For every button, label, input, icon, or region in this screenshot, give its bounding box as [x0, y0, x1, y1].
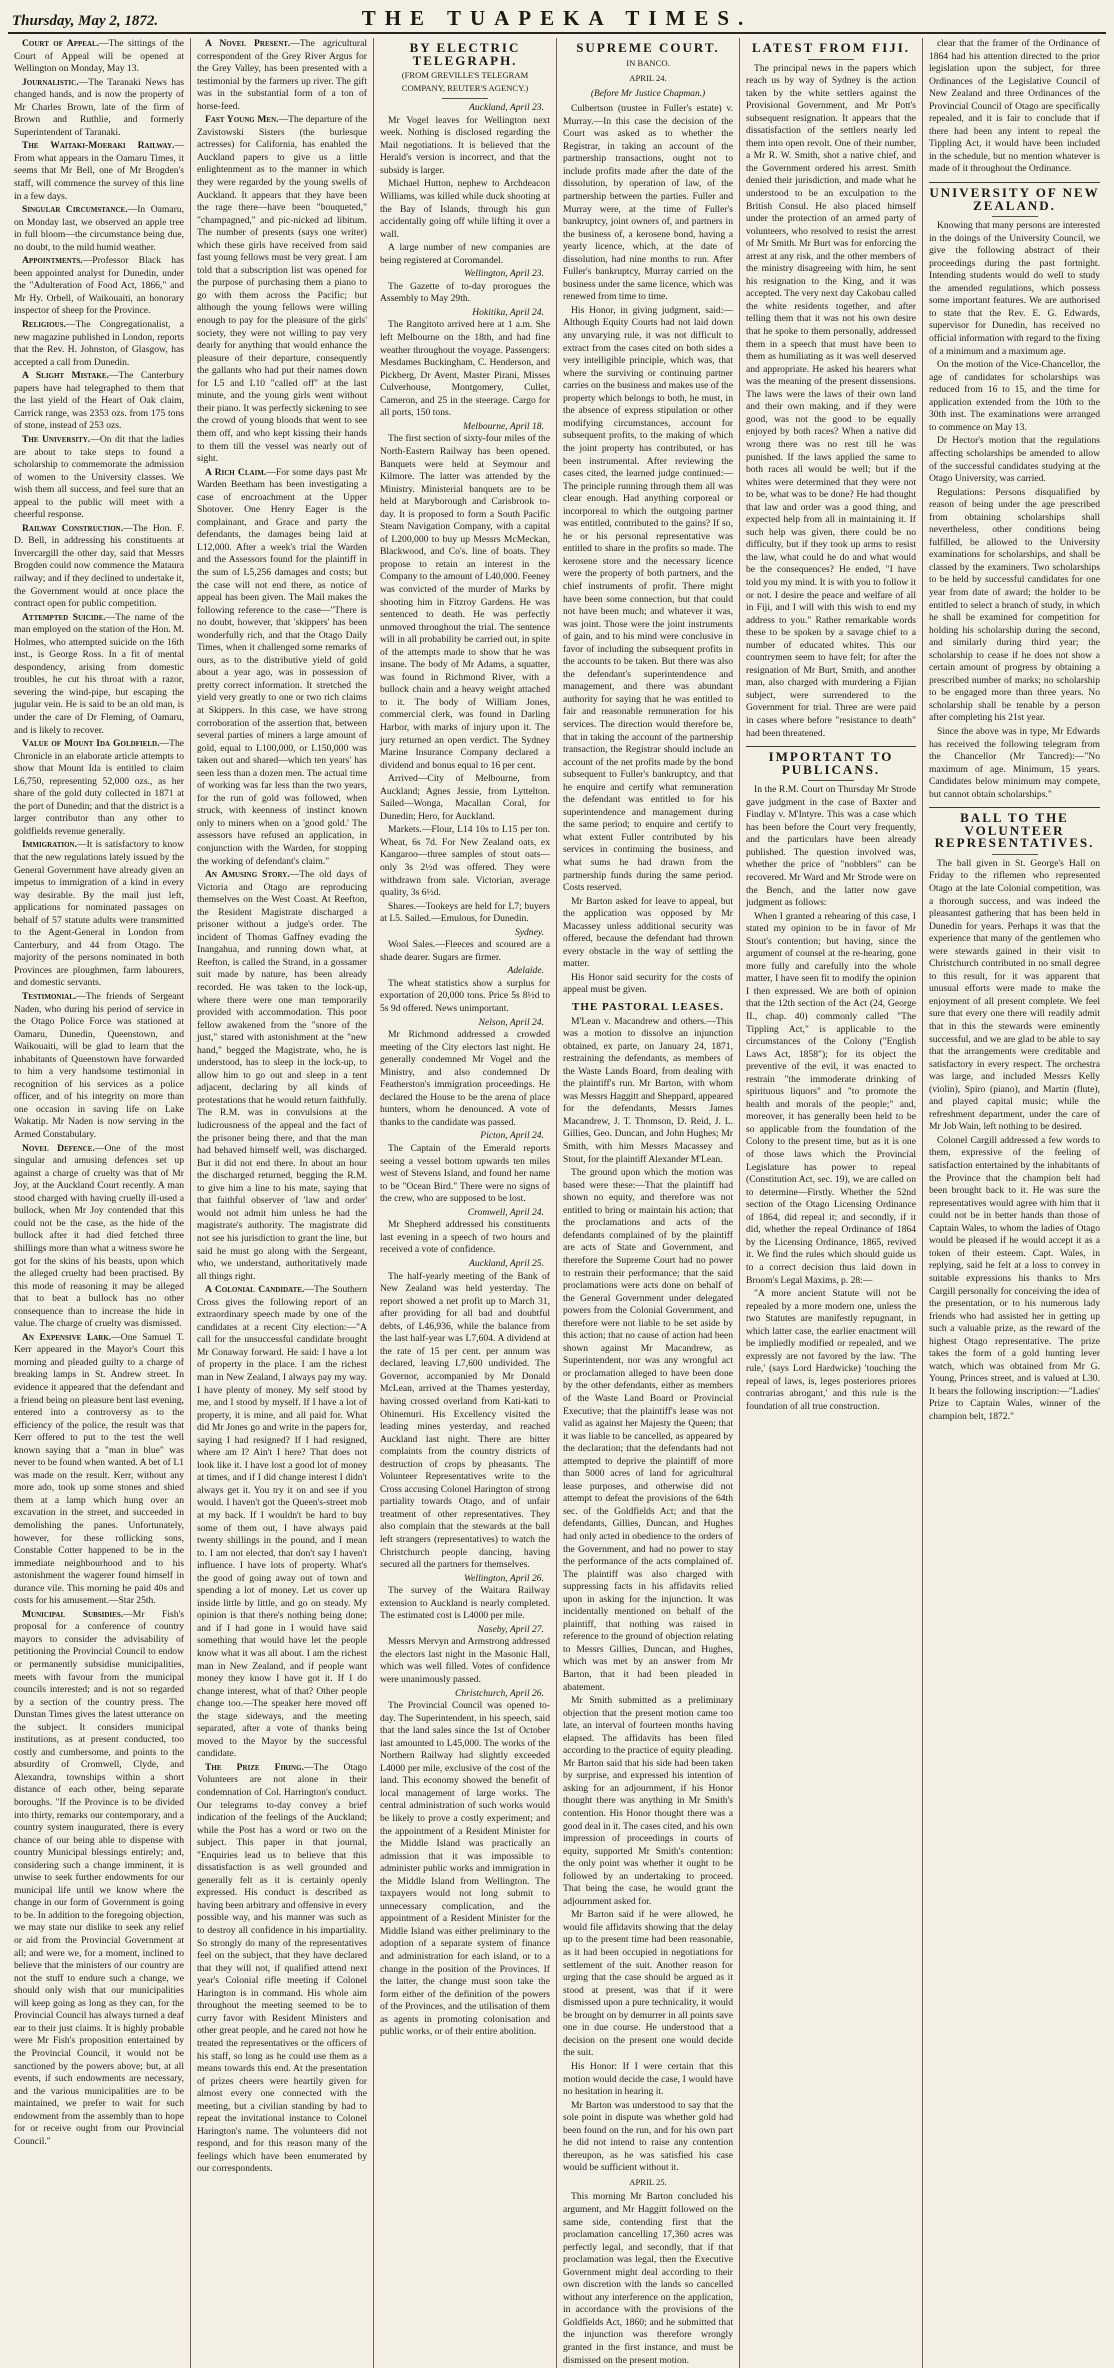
article-lead: An Amusing Story. — [205, 869, 290, 881]
column-5 — [740, 38, 923, 2368]
article-paragraph — [14, 204, 184, 254]
section-date: APRIL 25. — [629, 2176, 667, 2187]
article-paragraph — [14, 612, 184, 737]
article-paragraph — [14, 38, 184, 76]
article-lead: Novel Defence. — [22, 1142, 95, 1154]
article-text: His Honor said security for the costs of appeal must be given. — [563, 971, 733, 996]
article-text: The ball given in St. George's Hall on Friday to the riflemen who represented Otago at the late Colonial competition, was a thorough success, and was indeed the pleasantest gathering that has been held in Dunedin for years. Perhaps it was that the experience that many of the gentlemen who were stewards gained in their visit to Christchurch contributed in no small degree to this result, for it was apparent that unusual efforts were made to make the enjoyment of all present complete. We feel sure that every one there will readily admit that in this the stewards were eminently successful, and we are glad to be able to say that the arrangements were creditable and satisfactory in every respect. The orchestra was large, and included Messrs Kelly (violin), Spiro (piano), and Martin (flute), and played capital music; while the refreshment department, under the care of Mr Job Wain, left nothing to be desired. — [929, 857, 1100, 1133]
article-text: —The Chronicle in an elaborate article attempts to show that Mount Ida is entitled to claim L6,750, representing 52,000 ozs., as her share of the gold duty collected in 1871 at the port of Dunedin; and that the district is a larger contributor than any other to goldfields revenue generally. — [14, 738, 184, 837]
divider — [808, 780, 854, 781]
court-bench: (Before Mr Justice Chapman.) — [590, 88, 706, 99]
article-paragraph — [14, 140, 184, 203]
article-text: Mr Barton asked for leave to appeal, but the application was opposed by Mr Macassey unless additional security was offered, because the defendant had thrown every obstacle in the way of settling the matter. — [563, 895, 733, 970]
article-lead: Municipal Subsidies. — [22, 1608, 124, 1620]
article-lead: Railway Construction. — [22, 522, 124, 534]
article-paragraph — [929, 359, 1100, 434]
article-lead: The Prize Firing. — [205, 1761, 304, 1773]
article-paragraph — [14, 738, 184, 838]
issue-date: Thursday, May 2, 1872. — [12, 13, 159, 29]
article-paragraph — [929, 858, 1100, 1134]
article-lead: A Colonial Candidate. — [205, 1284, 305, 1296]
article-paragraph — [14, 370, 184, 433]
article-paragraph — [929, 726, 1100, 801]
article-paragraph — [929, 487, 1100, 725]
ball-heading: BALL TO THE VOLUNTEER REPRESENTATIVES. — [934, 810, 1095, 851]
article-text: When I granted a rehearing of this case, I stated my opinion to be in favor of Mr Stout's contention; but having, since the argument of counsel at the re-hearing, gone more fully and carefully into the whole matter, I have seen fit to modify the opinion I then expressed. We are both of opinion that the 12th section of the Act (24, George II., chap. 40) commonly called "The Tippling Act," is applicable to the circumstances of the Colony ("English Laws Act, 1858"); for its object the preventive of the evil, it was enacted to restrain "the immoderate drinking of spirituous liquors" and "to promote the health and morals of the people;" and, moreover, it has generally been held to be so applicable from the foundation of the Colony to the present time, but as it is one of those laws which the Provincial Legislature has power to repeal (Constitution Act, sec. 19), we are called on to determine—Firstly. Whether the 52nd section of the Otago Licensing Ordinance of 1864, did repeal it; and secondly, if it did, whether the repeal Ordinance of 1864 by the Licensing Ordinance, 1865, revived it. We find the rules which should guide us to a correct decision thus laid down in Broom's Legal Maxims, p. 28:— — [746, 910, 916, 1286]
article-text: —It is satisfactory to know that the new regulations lately issued by the General Government have already given an impetus to immigration of a kind in every way desirable. By the mail just left, applications for nominated passages on behalf of 57 statute adults were transmitted to the Agent-General in London from Canterbury, and 44 from Otago. The majority of the persons nominated in both Provinces are ploughmen, farm labourers, and domestic servants. — [14, 839, 184, 989]
court-heading: SUPREME COURT. — [576, 40, 720, 55]
article-text: —In Oamaru, on Monday last, we observed an apple tree in full bloom—the circumstance being due, no doubt, to the mild humid weather. — [14, 204, 184, 253]
article-text: His Honor: If I were certain that this motion would decide the case, I would have no hesitation in hearing it. — [563, 2060, 733, 2098]
article-text: —The name of the man employed on the station of the Hon. M. Holmes, who attempted suicide on the 16th inst., is George Ross. In a fit of mental despondency, arising from domestic troubles, he cut his throat with a razor, severing the wind-pipe, but escaping the jugular vein. He is said to be an old man, is under the care of Dr Fleming, of Oamaru, and is likely to recover. — [14, 611, 184, 736]
article-paragraph — [929, 435, 1100, 485]
article-text: —The sittings of the Court of Appeal will be opened at Wellington on Monday, May 13. — [14, 38, 184, 75]
telegraph-source: (FROM GREVILLE'S TELEGRAM COMPANY, REUTER'S AGENCY.) — [401, 70, 529, 93]
article-text: —On dit that the ladies are about to take steps to found a scholarship to commemorate the admission of women to the University classes. We wish them all success, and feel sure that an appeal to the public will meet with a cheerful response. — [14, 433, 185, 521]
article-lead: Religious. — [22, 319, 66, 331]
article-lead: Value of Mount Ida Goldfield. — [22, 738, 160, 750]
article-text: Since the above was in type, Mr Edwards has received the following telegram from the Chancellor (Mr Tancred):—"No maximum of age. Minimum, 15 years. Candidates below minimum may compete, but cannot obtain scholarships." — [929, 725, 1100, 800]
article-paragraph — [197, 1762, 367, 2176]
article-lead: Immigration. — [22, 839, 77, 851]
article-lead: A Novel Present. — [205, 38, 291, 49]
dispatch-text: Mr Shepherd addressed his constituents last evening in a speech of two hours and received a vote of confidence. — [380, 1219, 550, 1256]
article-paragraph — [563, 305, 733, 895]
article-text: "A more ancient Statute will not be repealed by a more modern one, unless the two Statutes are manifestly repugnant, in which latter case, the earlier enactment will be impliedly modified or repealed, and we expressly are not favored by the law. 'The rule,' (says Lord Hardwicke) 'touching the repeal of laws, is, leges posteriores priores contrarias abrogant,' and this rule is the foundation of all true construction. — [746, 1288, 916, 1412]
section-divider — [929, 182, 1100, 183]
article-paragraph — [929, 38, 1100, 176]
column-2 — [191, 38, 374, 2368]
article-lead: Appointments. — [22, 255, 83, 267]
article-text: Mr Barton said if he were allowed, he would file affidavits showing that the delay up to the present time had been reasonable, as it had been occupied in negotiations for settlement of the suit. Another reason for urging that the case should be argued as it stood at present, was that if it were dismissed upon a pure technicality, it would be brought on by demurrer in all points save one in due course. He understood that a decision on the present one would decide the suit. — [563, 1909, 733, 2059]
article-paragraph — [563, 1909, 733, 2060]
article-lead: Singular Circumstance. — [22, 204, 128, 216]
article-paragraph — [746, 784, 916, 909]
article-text: The principal news in the papers which reach us by way of Sydney is the action taken by the white settlers against the Provisional Government, and Mr Pott's subsequent resignation. It appears that the dissatisfaction of the settlers nearly led them into open revolt. One of their number, a Mr R. W. Smith, shot a native chief, and the Government ordered his arrest. Smith denied their jurisdiction, and made what he understood to be an exculpation to the British Consul. He also placed himself under the protection of an armed party of volunteers, who resolved to resist the arrest of Mr Smith. Mr Burt was for enforcing the arrest at any risk, and the other members of the ministry disagreeing with him, he sent his resignation to the King, and it was accepted. The very next day Cakobau called the white residents together, and after telling them that it was not his own desire that he spoke to them personally, addressed them in a speech that must have been to them as humiliating as it was well deserved and appropriate. He asked his hearers what was the meaning of the present dissensions. The laws were the laws of their own land and their own making, and if they were good, was not the good to be equally enjoyed by both races? When a native did wrong there was no rest till he was punished. If the laws applied the same to both races all would be well; but if the whites were determined that they were not to be, what was to be done? He had thought that law and order was a good thing, and expected help from all in maintaining it. If such help was given, there could be no difficulty, but if they took up arms to resist the law, what could he do and what would be the consequences? He ended, "I have told you my mind. It is with you to follow it or not. I desire the peace and welfare of all in Fiji, and I will with this wish to end my address to you." Rather remarkable words these to be spoken by a savage chief to a number of educated whites. This our countrymen seem to have felt; for after the resignation of Mr Burt, Smith, and another man, also charged with murdering a Fijian subject, were surrendered to the Government for trial. Three are were paid in cases where before "resistance to death" had been threatened. — [746, 62, 916, 739]
dispatch-dateline: Picton, April 24. — [480, 1130, 544, 1142]
article-text: On the motion of the Vice-Chancellor, the age of candidates for scholarships was reduced from 16 to 15, and the time for application extended from the 10th to the 30th inst. The examinations were arranged to commence on May 13. — [929, 359, 1100, 433]
divider — [808, 59, 854, 60]
article-paragraph — [563, 2061, 733, 2099]
article-text: This morning Mr Barton concluded his argument, and Mr Haggitt followed on the same side, contending first that the proclamation cancelling 17,360 acres was perfectly legal, and secondly, that if that proclamation was legal, then the Executive Government might deal according to their own discretion with the lands so cancelled without any interference on the application, in accordance with the provisions of the Goldfields Act, 1860; and he submitted that the injunction was therefore wrongly granted in the first instance, and must be dismissed on the present motion. — [563, 2191, 733, 2366]
dispatch-dateline: Auckland, April 25. — [469, 1257, 544, 1269]
article-paragraph — [929, 1135, 1100, 1424]
dispatch-dateline: Naseby, April 27. — [477, 1623, 544, 1635]
article-text: —The Taranaki News has changed hands, and is now the property of Mr Charles Brown, late of the firm of Brown and Ruthlie, and formerly Superintendent of Taranaki. — [14, 76, 184, 138]
article-paragraph — [563, 1016, 733, 1167]
article-text: M'Lean v. Macandrew and others.—This was a motion to dissolve an injunction obtained, ex parte, on January 24, 1871, restraining the defendants, as members of the Waste Lands Board, from dealing with the plaintiff's run. Mr Barton, with whom was Messrs Haggitt and Sheppard, appeared for the defendants, Messrs James Macandrew, J. T. Thomson, D. Reid, J. L. Gillies, Geo. Duncan, and John Hughes; Mr Smith, with him Messrs Macassey and Stout, for the plaintiff Alexander M'Lean. — [563, 1015, 733, 1165]
article-text: Culbertson (trustee in Fuller's estate) v. Murray.—In this case the decision of the Court was asked as to whether the Registrar, in taking an account of the partnership transactions, ought not to include profits made after the date of the dissolution, by operation of law, of the partnership between the parties. Fuller and Murray were, at the time of Fuller's bankruptcy, joint owners of, and partners in the business of, a kerosene bond, having a yearly licence, which, at the date of dissolution, had nine months to run. After Fuller's bankruptcy, Murray carried on the business under the same licence, which was renewed from time to time. — [563, 103, 733, 303]
article-text: —The old days of Victoria and Otago are reproducing themselves on the West Coast. At Reefton, the Resident Magistrate discharged a prisoner without a judge's order. The incident of Thomas Gaffney evading the Inangahua, and running down what, at Reefton, is called the Strand, in a gossamer suit made by nature, has been already recorded. He was taken to the lock-up, where there were one man temporarily provided with accommodation. This poor fellow awakened from the "snore of the just," stared with astonishment at the "new hand," begged the Magistrate, who, he is understood, has to sleep in the lock-up, to allow him to go out and sleep in a tent adjacent, declaring by all kinds of protestations that he would return faithfully. The R.M. was in convulsions at the ludicrousness of the appeal and the fact of the prisoner being there, and that the man had behaved himself well, was discharged. But it did not end there. In about an hour the discharged returned, begging the R.M. to give him a line to his mate, saying that that faithful observer of 'law and order' would not admit him unless he had the magistrate's authority. The magistrate did not see his jurisdiction to grant the line, but said he must go along with the Sergeant, who, we understand, authoritatively made all things right. — [197, 869, 368, 1282]
newspaper-title: THE TUAPEKA TIMES. — [361, 6, 753, 30]
dispatch-dateline: Christchurch, April 26. — [454, 1687, 544, 1699]
article-paragraph — [197, 467, 367, 869]
article-text: —Professor Black has been appointed analyst for Dunedin, under the "Adulteration of Food Act, 1866," and Mr Hy. Orbell, of Waikouaiti, an honorary inspector of sheep for the Province. — [14, 255, 184, 317]
dispatch-dateline: Wellington, April 23. — [464, 268, 544, 280]
dispatch-text: The survey of the Waitara Railway extension to Auckland is nearly completed. The estimated cost is L4000 per mile. — [380, 1585, 550, 1622]
article-text: Colonel Cargill addressed a few words to them, expressive of the feeling of satisfaction entertained by the inhabitants of the Province that the champion belt had been brought back to it. He was sure the representatives would agree with him that it could not be in better hands than those of Captain Wales, to whom the ladies of Otago would be pleased if he would accept it as a token of their esteem. Capt. Wales, in replying, said he felt at a loss to convey in suitable expressions his thanks to Mrs Cargill personally for conceiving the idea of the presentation, or to his numerous lady friends who had assisted her in getting up such a valuable prize, as the reward of the highest Otago representative. The prize takes the form of a gold hunting lever watch, which was obtained from Mr G. Young, Princes street, and is valued at L30. It bears the following inscription:—"Ladies' Prize to Captain Wales, winner of the champion belt, 1872." — [929, 1134, 1100, 1422]
dispatch-text: Messrs Mervyn and Armstrong addressed the electors last night in the Masonic Hall, which was well filled. Votes of confidence were unanimously passed. — [380, 1636, 550, 1685]
dispatch-dateline: Cromwell, April 24. — [467, 1206, 544, 1218]
dispatch-text: The half-yearly meeting of the Bank of New Zealand was held yesterday. The report showed a net profit up to March 31, after providing for all bad and doubtful debts, of L46,936, while the balance from the last half-year was L7,604. A dividend at the rate of 15 per cent. per annum was declared, leaving L7,600 undivided. The Governor, accompanied by Mr Donald McLean, arrived at the Thames yesterday, having crossed overland from Kati-kati to Ohinemuri. His Excellency visited the leading mines yesterday, and reached Auckland last night. There are bitter complaints from the country districts of destruction of crops by pheasants. The Volunteer Representatives write to the Cross accusing Colonel Harington of strong partiality towards Otago, and of unfair treatment of other representatives. They also complain that the stewards at the ball left strangers (representatives) to watch the Christchurch people dancing, having secured all the partners for themselves. — [380, 1270, 550, 1571]
article-text: —One of the most singular and amusing defences set up against a charge of cruelty was that of Mr Joy, at the Auckland Court recently. A man stood charged with having cruelly ill-used a bullock, when Mr Joy contended that this could not be the case, as the hide of the bullock after it had died fetched three shillings more than what a witness swore he got for the skins of his beasts, upon which the alleged cruelty had been practised. By this mode of reasoning it may be alleged that to beat a bullock has no other consequence than to increase the hide in value. The charge of cruelty was dismissed. — [14, 1142, 184, 1330]
dispatch-text: The Gazette of to-day prorogues the Assembly to May 29th. — [380, 280, 550, 305]
article-paragraph — [197, 869, 367, 1283]
columns — [8, 38, 1106, 2366]
article-text: Mr Barton was understood to say that the sole point in dispute was whether gold had been found on the run, and for his own part he did not intend to raise any contention thereupon, as he was satisfied his case would be sufficient without it. — [563, 2099, 733, 2174]
dispatch-text: A large number of new companies are being registered at Coromandel. — [380, 242, 550, 266]
dispatch-dateline: Hokitika, April 24. — [472, 306, 544, 318]
article-paragraph — [14, 319, 184, 369]
article-text: Regulations: Persons disqualified by reason of being under the age prescribed from obtaining scholarships shall nevertheless, other conditions being fulfilled, be allowed to the University examinations for scholarships, and shall be classed by the examiners. Two scholarships to be held by successful candidates for one year from date of award; the holder to be entitled to select a branch of study, in which he shall be examined for competition for holding his scholarship during the second, and similarly during third year; the scholarship to cease if he does not show a certain amount of progress by obtaining a prescribed number of marks; no scholarship to be engaged more than three years. No scholarship shall be tenable by a person after completing his 21st year. — [929, 486, 1100, 724]
column-6 — [923, 38, 1106, 2368]
dispatch-dateline: Auckland, April 23. — [469, 102, 544, 114]
column-1 — [8, 38, 191, 2368]
fiji-heading: LATEST FROM FIJI. — [751, 40, 911, 55]
article-lead: A Rich Claim. — [205, 466, 267, 478]
article-text: —From what appears in the Oamaru Times, it seems that Mr Bell, one of Mr Brogden's staff, will commence the survey of this line in a few days. — [14, 140, 184, 202]
article-paragraph — [197, 1284, 367, 1761]
dispatch-dateline: Wellington, April 26. — [464, 1572, 544, 1584]
dispatch-text: The Provincial Council was opened to-day. The Superintendent, in his speech, said that the land sales since the 1st of October last amounted to L45,000. The works of the Northern Railway had slightly exceeded L4000 per mile, exclusive of the cost of the land. This economy showed the benefit of local management of large works. The central administration of such works would be likely to prove a costly experiment; and the appointment of a Resident Minister for the Middle Island was practically an admission that it was impossible to administer public works and immigration in the Middle Island from Wellington. The taxpayers would not long submit to unnecessary complication, and the appointment of a Resident Minister for the Middle Island was either preliminary to the adoption of a separate system of finance and administration for each island, or to a change in the position of the Provinces. If the latter, the change must soon take the form either of the definition of the powers of the Provinces, and the utilisation of them as agents in promoting colonisation and public works, or of their entire abolition. — [380, 1700, 550, 2038]
article-paragraph — [563, 972, 733, 997]
dispatch-text: The wheat statistics show a surplus for exportation of 20,000 tons. Price 5s 8½d to 5s 9d offered. News unimportant. — [380, 977, 550, 1015]
article-paragraph — [14, 1332, 184, 1608]
section-divider — [746, 746, 916, 747]
article-lead: Court of Appeal. — [22, 38, 100, 49]
article-text: The ground upon which the motion was based were these:—That the plaintiff had shown no equity, and therefore was not entitled to bring or maintain his action; that the proclamations and acts of the defendants complained of by the plaintiff are acts of State and Government, and therefore the Supreme Court had no power to restrain their performance; that the said proclamations were acts done on behalf of the General Government under delegated powers from the Colonial Government, and therefore were not liable to be set aside by this action; that no cause of action had been shown against Mr Macandrew, as Superintendent, nor was any wrongful act or proclamation alleged to have been done by the other defendants, either as members of the Waste Land Board or Provincial Executive; that the plaintiff's lease was not valid as against her Majesty the Queen; that it was liable to be cancelled, as appeared by the declaration; that the defendants had not attempted to deprive the plaintiff of more than 5000 acres of land for agricultural lease purposes, and otherwise did not attempt to defeat the provisions of the 64th sec. of the Goldfields Act; and that the defendants, Gillies, Duncan, and Hughes had only acted in obedience to the orders of the Government, and had no power to stay the performance of the acts complained of. The plaintiff was also charged with suppressing facts in his affidavits relied upon in asking for the injunction. It was incidentally mentioned on behalf of the plaintiff, that nothing was raised in reference to the ground of objection relating to Messrs Gillies, Duncan, and Hughes, which was met by an answer from Mr Barton, that it had been pleaded in abatement. — [563, 1167, 733, 1693]
dispatch-text: Mr Vogel leaves for Wellington next week. Nothing is disclosed regarding the Mail negotiations. It is believed that the Herald's version is incorrect, and that the subsidy is larger. — [380, 114, 550, 176]
article-paragraph — [14, 523, 184, 611]
article-paragraph — [14, 991, 184, 1142]
court-subheading: IN BANCO. — [626, 57, 670, 68]
article-paragraph — [929, 220, 1100, 358]
column-4 — [557, 38, 740, 2368]
article-lead: Attempted Suicide. — [22, 611, 106, 623]
article-text: In the R.M. Court on Thursday Mr Strode gave judgment in the case of Baxter and Findlay v. M'Intyre. This was a case which has been before the Court very frequently, and the particulars have been already published. The question involved was, whether the price of "nobblers" can be recovered. Mr Ward and Mr Strode were on the Bench, and the latter now gave judgment as follows: — [746, 784, 916, 909]
article-paragraph — [563, 103, 733, 304]
article-paragraph — [197, 114, 367, 465]
article-paragraph — [563, 2100, 733, 2175]
article-paragraph — [14, 255, 184, 318]
section-divider — [929, 807, 1100, 808]
divider — [442, 98, 488, 99]
article-text: clear that the framer of the Ordinance of 1864 had his attention directed to the prior legislation upon the subject, for three Ordinances of the Legislative Council of New Zealand and three Ordinances of the Provincial Council of Otago are specifically repealed, and it is fair to conclude that if there had been any intent to repeal the Tippling Act, it would have been included in the schedule, but no mention whatever is made of it throughout the Ordinance. — [929, 38, 1100, 175]
dispatch-text: Mr Richmond addressed a crowded meeting of the City electors last night. He generally condemned Mr Vogel and the Ministry, and also condemned Dr Featherston's immigration proceedings. He declared the House to be the arena of place hunters, whom he denounced. A vote of thanks to the candidate was passed. — [380, 1029, 550, 1128]
dispatch-dateline: Adelaide. — [507, 965, 544, 977]
column-3 — [374, 38, 557, 2368]
article-text: —The Hon. F. D. Bell, in addressing his constituents at Invercargill the other day, said that Messrs Brogden could now commence the Mataura railway; and if they declined to undertake it, the Government would at once place the contract open for public competition. — [14, 522, 184, 610]
dispatch-text: The Captain of the Emerald reports seeing a vessel bottom upwards ten miles west of Stevens Island, and found her name to be "Ocean Bird." There were no signs of the crew, who are supposed to be lost. — [380, 1143, 550, 1205]
article-paragraph — [14, 434, 184, 522]
article-paragraph — [746, 63, 916, 741]
article-lead: Journalistic. — [22, 76, 79, 88]
article-lead: An Expensive Lark. — [22, 1331, 112, 1343]
article-text: —One Samuel T. Kerr appeared in the Mayor's Court this morning and pleaded guilty to a charge of breaking lamps in St. Andrew street. In evidence it appeared that the defendant and a friend being on pleasure bent last evening, entered into a controversy as to the efficiency of the police, the result was that Kerr offered to put to the test the well known saying that a "man in blue" was never to be found when wanted. A bet of L1 was made on the result. Kerr, without any more ado, took up some stones and shied them at a lamp which hung over an excavation in the street, and succeeded in demolishing the panes. Unfortunately, however, for these rollicking sons, Constable Cotter happened to be in the immediate neighbourhood and to his astonishment the wagerer found himself in durance vile. This morning he paid 40s and costs for his amusement.—Star 25th. — [14, 1331, 184, 1607]
article-paragraph — [14, 1143, 184, 1331]
article-paragraph — [14, 77, 184, 140]
dispatch-text: Markets.—Flour, L14 10s to L15 per ton. Wheat, 6s 7d. For New Zealand oats, ex Kangaroo—three samples of stout oats—only 3s 2½d was offered. They were withdrawn from sale. Victorian, average quality, 3s 6½d. — [380, 824, 550, 899]
article-text: —The agricultural correspondent of the Grey River Argus for the Grey Valley, has been presented with a testimonial by the farmers up river. The gift was in the substantial form of a ton of horse-feed. — [197, 38, 367, 112]
dispatch-text: The first section of sixty-four miles of the North-Eastern Railway has been opened. Banquets were held at Seymour and Kilmore. The latter was attended by the Ministry. Ministerial banquets are to be held at Maryborough and Carisbrook to-day. It is proposed to form a South Pacific Steam Navigation Company, with a capital of L200,000 to buy up Messrs McMeckan, Blackwood, and Co's. line of boats. They propose to retain an interest in the Company to the amount of L40,000. Feeney was convicted of the murder of Marks by shooting him in Fitzroy Gardens. He was sentenced to death. He was perfectly unmoved throughout the trial. The sentence will in all probability be carried out, in spite of the attempts made to show that he was insane. The body of Mr Adams, a squatter, was found in Richmond River, with a bullock chain and a heavy weight attached to it. The body of William Jones, commercial clerk, was found in Darling Harbor, with marks of injury upon it. The jury returned an open verdict. The Sydney Marine Insurance Company declared a dividend and bonus equal to 16 per cent. — [380, 433, 550, 771]
section-heading: THE PASTORAL LEASES. — [572, 1001, 724, 1014]
article-lead: The University. — [22, 433, 91, 445]
article-paragraph — [563, 1167, 733, 1694]
article-text: Dr Hector's motion that the regulations affecting scholarships be amended to allow of the successful candidates studying at the Otago University, was carried. — [929, 435, 1100, 485]
article-text: —The Otago Volunteers are not alone in their condemnation of Col. Harrington's conduct. Our telegrams to-day convey a brief indication of the feelings of the Auckland; while the Post has a word or two on the subject. This paper in that journal, "Enquiries lead us to believe that this dissatisfaction is as well grounded and generally felt as it is certainly openly expressed. His conduct is described as having been arbitrary and offensive in every possible way, and his manner was such as to destroy all confidence in his impartiality. So strongly do many of the representatives feel on the subject, that they have declared that they will not, if qualified attend next year's Colonial rifle meeting if Colonel Harington is in command. His whole aim throughout the meeting seemed to be to curry favor with Resident Ministers and other great people, and he cared not how he treated the representatives or the officers of his staff, so long as he could use them as a means towards this end. At the presentation of prizes cheers were heartily given for almost every one connected with the meeting, but a civilian standing by had to repeat the invitational instance to Colonel Harington's name. The volunteers did not respond, and for this reason many of the feelings which have been enumerated by our correspondents. — [197, 1761, 367, 2175]
dispatch-text: Shares.—Tookeys are held for L7; buyers at L5. Sailed.—Emulous, for Dunedin. — [380, 900, 550, 925]
article-text: —Mr Fish's proposal for a conference of country mayors to consider the advisability of petitioning the Provincial Council to endow or permanently subsidise municipalities, meets with favour from the municipal councils interested; and is not so regarded by a section of the country press. The Dunstan Times gives the latest utterance on the subject. It considers municipal institutions, as at present conducted, too costly and cumbersome, and points to the absurdity of Cromwell, Clyde, and Alexandra, townships within a short distance of each other, being separate boroughs. "If the Province is to be divided into thirty, remarks our contemporary, and a country system inaugurated, there is every chance of our being able to dispense with country Municipal blessings entirely; and, considering such a change imminent, it is unwise to seek further endowments for our municipal life until we know where the change in our form of Government is going to be. In addition to the foregoing objection, we may state our dislike to seek any relief or aid from the Provincial Government at all; and were we, for a moment, inclined to believe that the ministers of our country are not the stuff to endure such a change, we should only wish that our municipalities will keep going as long as they can, for the Provincial Council has always turned a deaf ear to their just claims. It is highly probable were Mr Fish's proposition entertained by the Provincial Council, it would not be sanctioned by the powers above; but, at all events, if such endowments are necessary, and the various municipalities are to be maintained, we prefer to wait for such endowment from the assembly than to hope for or receive ought from our Provincial Council." — [14, 1608, 184, 2147]
article-paragraph — [746, 911, 916, 1287]
dispatch-dateline: Sydney. — [514, 926, 544, 938]
article-paragraph — [746, 1288, 916, 1413]
article-paragraph — [14, 1609, 184, 2149]
article-text: Mr Smith submitted as a preliminary objection that the present motion came too late, an interval of fourteen months having elapsed. The affidavits has been filed according to the practice of equity pleading. Mr Barton said that his side had been taken by surprise, and expressed his intention of asking for an adjournment, if his Honor thought there was anything in Mr Smith's contention. His Honor thought there was a good deal in it. The cases cited, and his own impression of proceedings in courts of equity, supported Mr Smith's contention: the only point was whether it ought to be followed by an undertaking to proceed. That being the case, he would grant the adjournment asked for. — [563, 1695, 733, 1907]
article-paragraph — [563, 1695, 733, 1908]
article-paragraph — [563, 896, 733, 971]
article-paragraph — [14, 839, 184, 990]
article-text: —For some days past Mr Warden Beetham has been investigating a case of encroachment at the Upper Shotover. One Henry Eager is the complainant, and Grace and party the defendants, the damages being laid at L12,000. After a week's trial the Warden and the Assessors found for the plaintiff in the sum of L5,256 damages and costs; but the case will not end there, as notice of appeal has been given. The Mail makes the following reference to the case—"There is no doubt, however, that 'skippers' has been wonderfully rich, and that the Otago Daily Times, when it challenged some remarks of ours, as to the distributive yield of gold about a year ago, was in possession of pretty correct information. It stretched the yield very greatly to one or two rich claims at Skippers. In this case, we have strong corroboration of the assertion that, between several parties of miners a large amount of gold, equal to L100,000, or L150,000 was taken out and shared—which ten years' has seen less than a dozen men. The actual time of working was far less than the two years, for the run of gold was followed, when struck, with keenness of instinct known only to miners when on a 'good gold.' The assessors have refused an application, in conjunction with the Warden, for stopping the working of defendant's claim." — [197, 466, 367, 867]
article-text: —The Congregationalist, a new magazine published in London, reports that the Rev. H. Johnston, of Glasgow, has accepted a call from Dunedin. — [14, 319, 184, 368]
article-text: —The departure of the Zavistowski Sisters (the burlesque actresses) for California, has enabled the Auckland papers to give us a little enlightenment as to the manner in which they were regarded by the young swells of Auckland. It appears that they have been the rage there—have been "bouqueted," "champagned," and pic-nicked ad libitum. The number of presents (says one writer) which these girls have received from said fast young fellows must be very great. I am told that a subscription list was opened for the purpose of purchasing them a piano to go with them across the Pacific; but although the young fellows were willing enough to pay for the pleasure of the girls' society, they were not willing to pay very dearly for anything that would enhance the pleasure of their departure, consequently the gallants who had put their names down for L5 and L10 "called off" at the last minute, and the young girls went without their piano. It was perfectly sickening to see the crowd of young bloods that went to see them off, and who kept kissing their hands to them till the vessel was nearly out of sight. — [197, 114, 367, 465]
divider — [992, 216, 1038, 217]
dispatch-text: The Rangitoto arrived here at 1 a.m. She left Melbourne on the 18th, and had fine weather throughout the voyage. Passengers: Mesdames Buckingham, C. Henderson, and Pickberg, Dr Avent, Master Pirani, Misses Culverhouse, Montgomery, Cullet, Cameron, and 25 in the steerage. Cargo for all ports, 150 tons. — [380, 319, 550, 419]
university-heading: UNIVERSITY OF NEW ZEALAND. — [929, 185, 1100, 213]
dispatch-dateline: Melbourne, April 18. — [463, 420, 544, 432]
masthead — [8, 6, 1106, 34]
court-date: APRIL 24. — [629, 73, 667, 84]
dispatch-text: Wool Sales.—Fleeces and scoured are a shade dearer. Sugars are firmer. — [380, 939, 550, 963]
article-paragraph — [197, 38, 367, 113]
telegraph-heading: BY ELECTRIC TELEGRAPH. — [409, 40, 521, 68]
article-text: —The Canterbury papers have had telegraphed to them that the last yield of the Heart of Oak claim, Carrick range, was 2353 ozs. from 175 tons of stone, instead of 253 ozs. — [14, 370, 184, 432]
dispatch-text: Arrived—City of Melbourne, from Auckland; Agnes Jessie, from Lyttelton. Sailed—Wonga, Macallan Coral, for Dunedin; Hero, for Auckland. — [380, 773, 550, 822]
article-lead: Fast Young Men. — [205, 114, 279, 126]
article-lead: Testimonial. — [22, 991, 77, 1003]
dispatch-dateline: Nelson, April 24. — [478, 1016, 544, 1028]
divider — [992, 854, 1038, 855]
article-text: Knowing that many persons are interested in the doings of the University Council, we give the following abstract of their proceedings during the past fortnight. Intending students would do well to study the amended regulations, which possess some important features. We are authorised to state that the Rev. E. G. Edwards, supervisor for Dunedin, has received no official information with regard to the fixing of a minimum and a maximum age. — [929, 220, 1100, 357]
article-text: —The Southern Cross gives the following report of an extraordinary speech made by one of the candidates at a recent City election:—"A call for the unsuccessful candidate brought Mr Conaway forward. He said: I have a lot of property in the place. I am the richest man in New Zealand, I always pay my way. I have plenty of money. My self stood by me, and I stood by myself. If I have a lot of property, it is mine, and all paid for. What did Mr Jones go and write in the papers for, saying I had resigned? If I had resigned, where am I? Ain't I here? That does not look like it. I have lost a good lot of money at times, and if I did change interest I didn't always get it. You try it on and see if you would. I haven't got the Queen's-street mob at my back. If I wouldn't be hard to buy some of them out, I have always paid twenty shillings in the pound, and I mean to. I am not elected, that don't say I haven't influence. I have lots of property. What's the good of going away out of town and spending a lot of money. Let us cover up inside little by little, and go on steady. My opinion is that there's nothing being done; and if I had gone in I would have said something that would have let the people know what it was all about. I am the richest man in New Zealand, and if people want money they know I have got it. If I do change interest, what of that? Other people change too.—The speaker here moved off the stage sideways, and the meeting separated, after a vote of thanks being moved to the Mayor by the successful candidate. — [197, 1284, 367, 1760]
publicans-heading: IMPORTANT TO PUBLICANS. — [768, 749, 894, 777]
dispatch-text: Michael Hutton, nephew to Archdeacon Williams, was killed while duck shooting at the Bay of Islands, through his gun accidentally going off while lifting it over a wall. — [380, 178, 550, 240]
article-lead: A Slight Mistake. — [22, 370, 109, 382]
article-lead: The Waitaki-Moeraki Railway. — [22, 140, 175, 152]
article-text: His Honor, in giving judgment, said:—Although Equity Courts had not laid down any unvarying rule, it was not difficult to extract from the cases cited on both sides a very intelligible principle, which was, that where the surviving or continuing partner carries on the business and makes use of the property which belongs to both, he must, in the absence of express stipulation or other modifying circumstances, account for subsequent profits, to the making of which the joint property has contributed, or has been instrumental. After reviewing the cases cited, the learned judge continued:—The principle running through them all was clear enough. Had anything corporeal or incorporeal to which the outgoing partner was entitled, contributed to the gains? If so, he or his personal representative was entitled to share in the profits so made. The kerosene store and the necessary licence were the property of both partners, and the chief instruments of profit. There might have been some connection, but that could not have been much; and whatever it was, was joint. Those were the joint instruments of gain, and to his mind were conclusive in favor of including the subsequent profits in the accounts to be taken. But there was also the defendant's superintendence and management, and there was abundant authority for saying that he was entitled to fair and reasonable remuneration for his services. The direction would therefore be, that in taking the account of the partnership transaction, the Registrar should include an account of the net profits made by the bond subsequent to Fuller's bankruptcy, and that he enquire and certify what remuneration the defendant was entitled to for his superintendence and management during the same period; to enquire and certify to what extent Fuller contributed by his services in continuing the business, and what sums he had drawn from the partnership funds during the same period. Costs reserved. — [563, 304, 733, 894]
article-text: —The friends of Sergeant Naden, who during his period of service in the Otago Police Force was stationed at Oamaru, Dunedin, Queenstown, and Waikouaiti, will be glad to learn that the inhabitants of Queenstown have forwarded to him a very handsome testimonial in recognition of his services as a police officer, and of his integrity on more than one occasion in saving life on Lake Wakatip. Mr Naden is now serving in the Armed Constabulary. — [14, 991, 184, 1141]
article-paragraph — [563, 2191, 733, 2367]
